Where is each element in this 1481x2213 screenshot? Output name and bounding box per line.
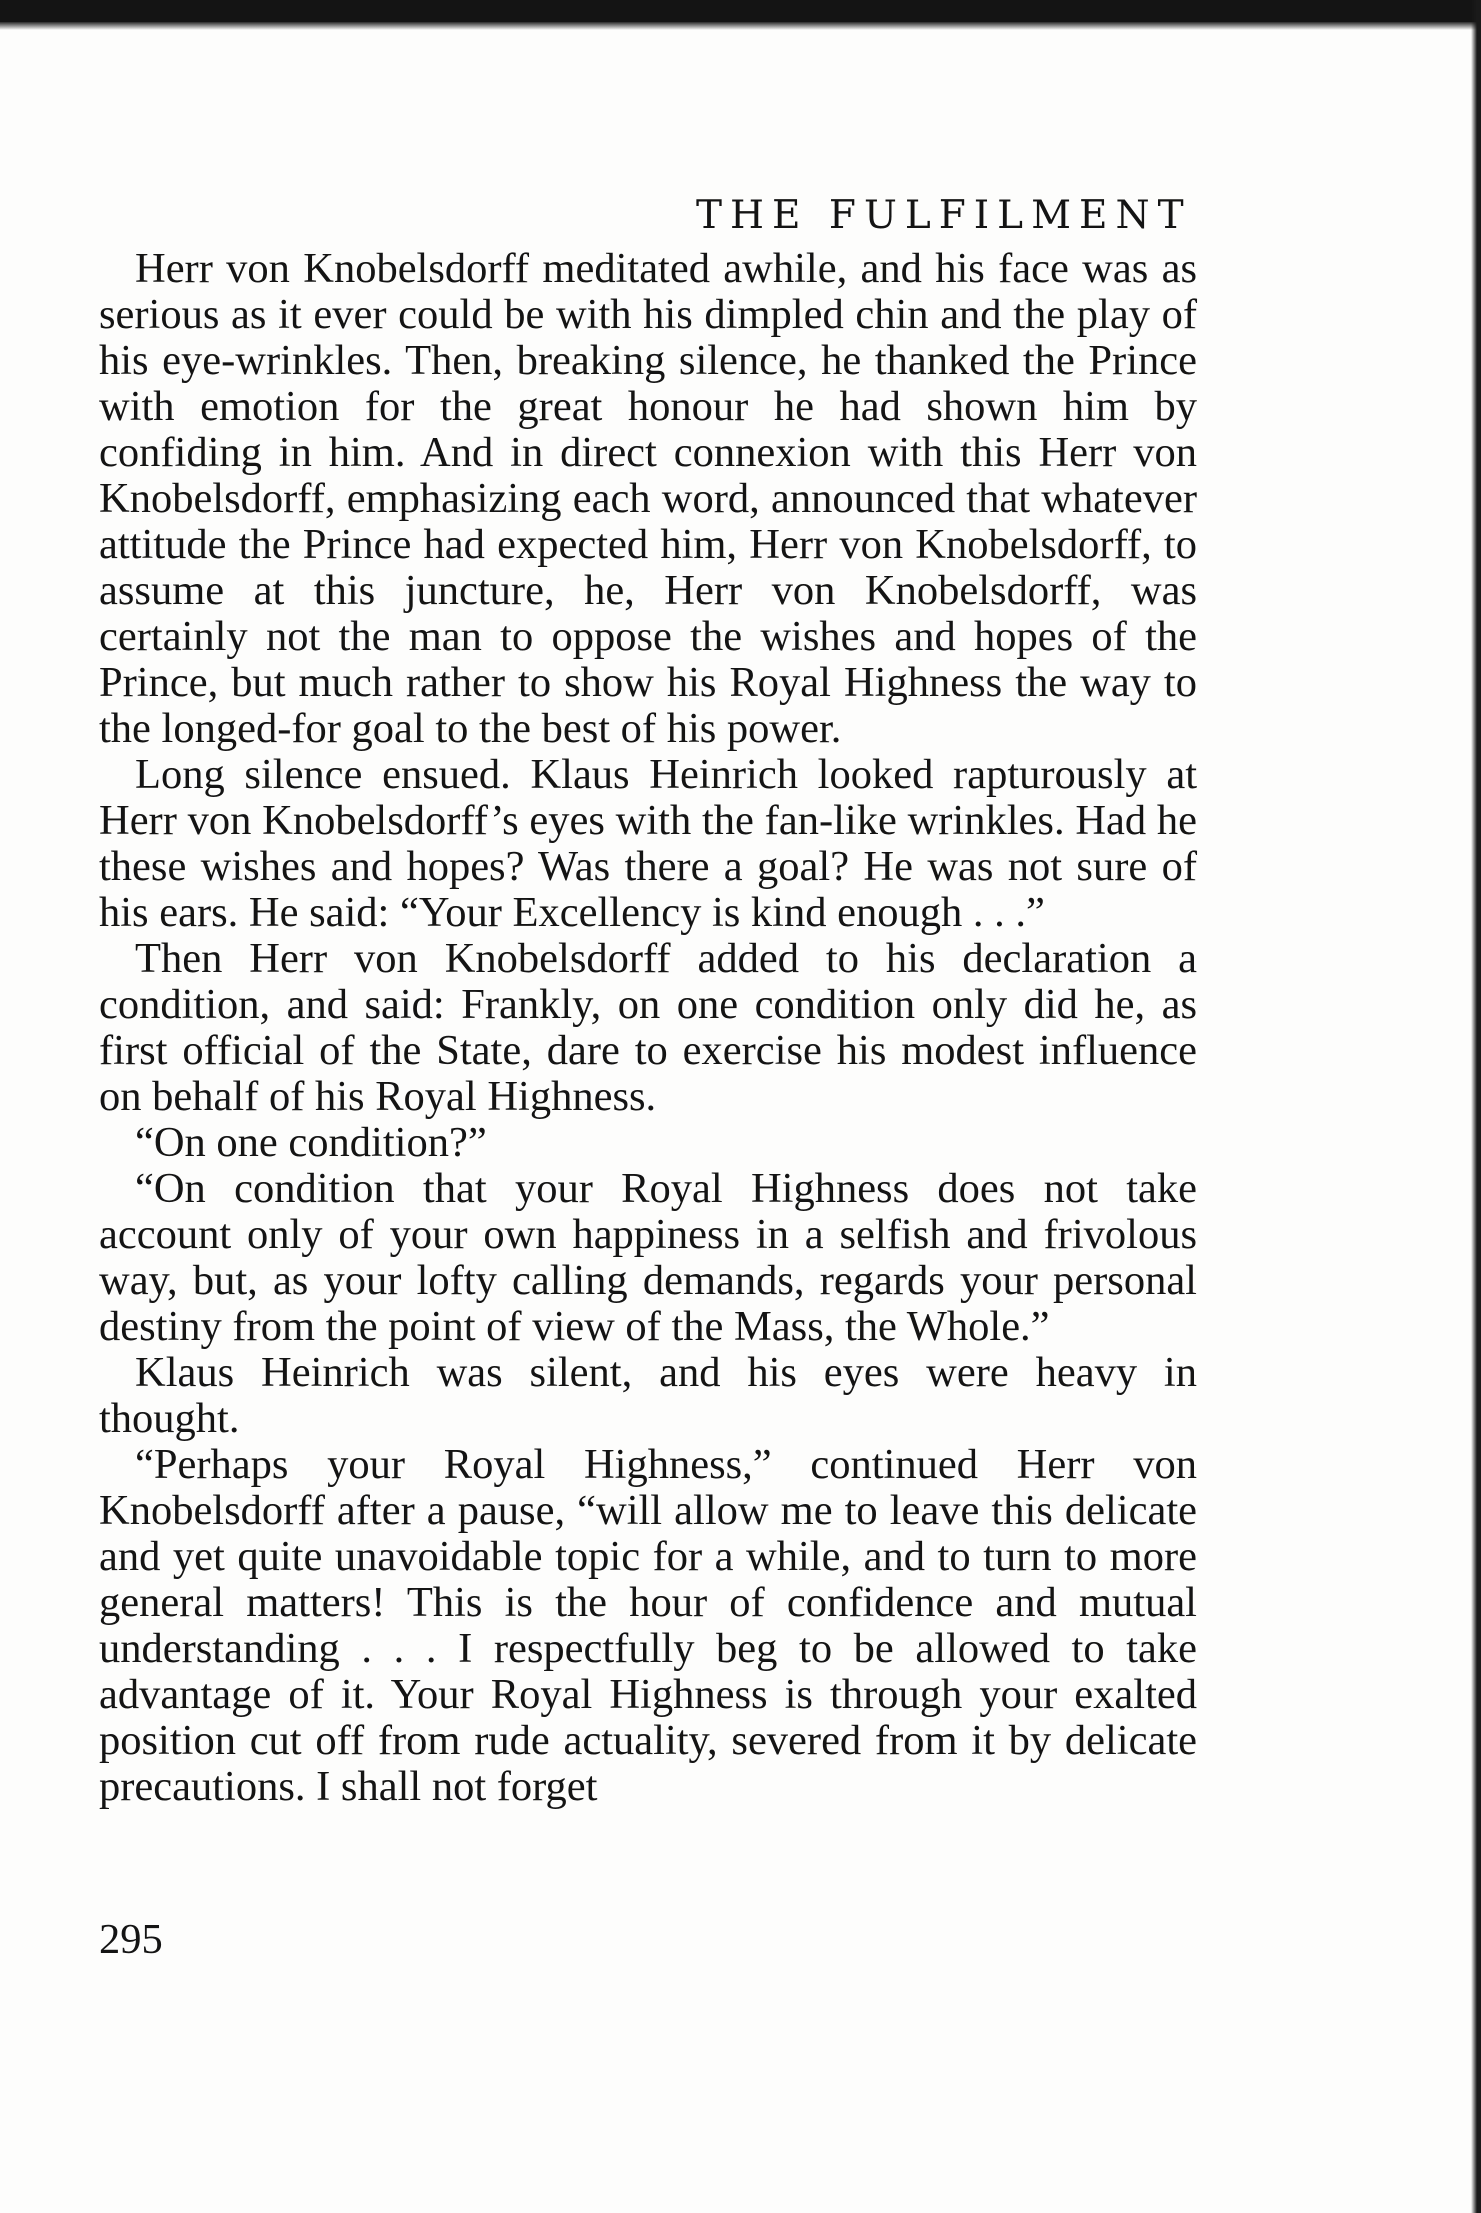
page-number: 295 xyxy=(99,1916,163,1963)
paragraph: “On one condition?” xyxy=(135,1119,487,1166)
paragraph: “Perhaps your Royal Highness,” continued Herr von Knobelsdorff after a pause, “will allow me to leave this delicate and yet quite unavoidable topic for a while, and to turn to more general matters! This is the hour of confidence and mutual understanding . . . I respectfully beg to be allowed to take advantage of it. Your Royal Highness is through your exalted position cut off from rude actuality, severed from it by delicate precautions. I shall not forget xyxy=(99,1441,1197,1810)
paragraph: Long silence ensued. Klaus Heinrich looked rapturously at Herr von Knobelsdorff’s eyes with the fan-like wrinkles. Had he these wishes and hopes? Was there a goal? He was not sure of his ears. He said: “Your Excellency is kind enough . . .” xyxy=(99,751,1197,936)
paragraph: Klaus Heinrich was silent, and his eyes were heavy in thought. xyxy=(99,1349,1197,1442)
paragraph: Then Herr von Knobelsdorff added to his declaration a condition, and said: Frankly, on one condition only did he, as first official of the State, dare to exercise his modest influence on behalf of his Royal Highness. xyxy=(99,935,1197,1120)
scan-top-edge-shadow xyxy=(0,22,1481,30)
scan-right-edge xyxy=(1471,0,1481,2213)
paragraph: “On condition that your Royal Highness does not take account only of your own happiness in a selfish and frivolous way, but, as your lofty calling demands, regards your personal destiny from the point of view of the Mass, the Whole.” xyxy=(99,1165,1197,1350)
running-head: THE FULFILMENT xyxy=(696,193,1192,238)
paragraph: Herr von Knobelsdorff meditated awhile, and his face was as serious as it ever could be with his dimpled chin and the play of his eye-wrinkles. Then, breaking silence, he thanked the Prince with emotion for the great honour he had shown him by confiding in him. And in direct connexion with this Herr von Knobelsdorff, emphasizing each word, announced that whatever attitude the Prince had expected him, Herr von Knobelsdorff, to assume at this juncture, he, Herr von Knobelsdorff, was certainly not the man to oppose the wishes and hopes of the Prince, but much rather to show his Royal Highness the way to the longed-for goal to the best of his power. xyxy=(99,245,1197,752)
body-text xyxy=(99,246,1197,1810)
scan-top-edge xyxy=(0,0,1481,22)
